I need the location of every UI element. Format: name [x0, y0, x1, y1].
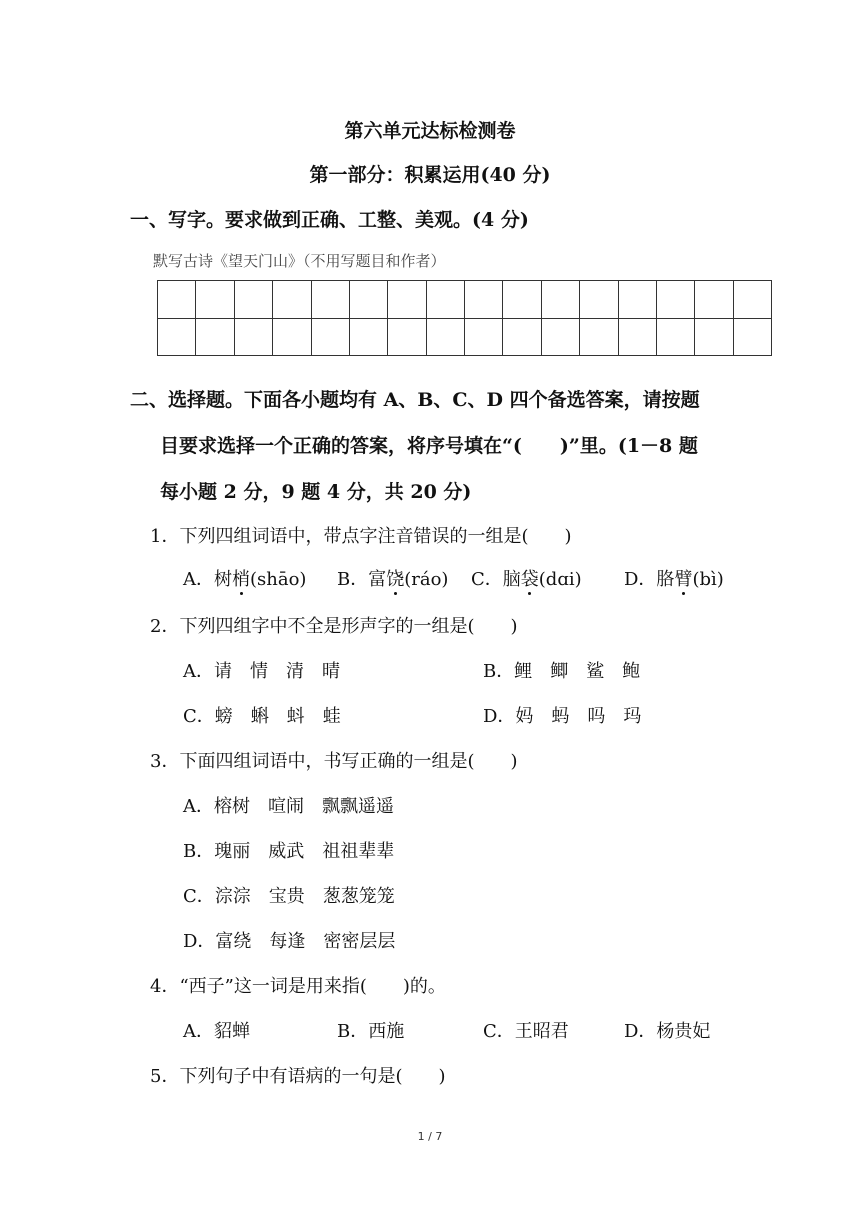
grid-cell[interactable] — [734, 319, 772, 357]
grid-cell[interactable] — [580, 281, 618, 319]
grid-cell[interactable] — [427, 319, 465, 357]
q1-option-a[interactable] — [183, 565, 306, 591]
grid-cell[interactable] — [427, 281, 465, 319]
question-4-stem: 4．“西子”这一词是用来指( )的。 — [150, 976, 446, 997]
q1-option-b[interactable] — [337, 565, 448, 591]
q1-b-dotted-char: 饶 — [386, 569, 405, 590]
q2-option-c[interactable]: C．螃 蝌 蚪 蛙 — [183, 706, 341, 727]
grid-cell[interactable] — [350, 319, 388, 357]
part-one-heading: 第一部分：积累运用(40 分) — [309, 164, 551, 186]
grid-cell[interactable] — [196, 281, 234, 319]
q1-d-prefix: D．胳 — [624, 569, 675, 590]
grid-cell[interactable] — [695, 281, 733, 319]
grid-cell[interactable] — [542, 319, 580, 357]
grid-cell[interactable] — [158, 281, 196, 319]
exam-title: 第六单元达标检测卷 — [344, 120, 516, 142]
grid-cell[interactable] — [196, 319, 234, 357]
grid-cell[interactable] — [657, 281, 695, 319]
grid-cell[interactable] — [657, 319, 695, 357]
grid-cell[interactable] — [350, 281, 388, 319]
grid-cell[interactable] — [312, 281, 350, 319]
section-two-line-1: 二、选择题。下面各小题均有 A、B、C、D 四个备选答案，请按题 — [130, 389, 700, 411]
grid-cell[interactable] — [503, 319, 541, 357]
grid-cell[interactable] — [465, 281, 503, 319]
q2-option-d[interactable]: D．妈 蚂 吗 玛 — [483, 706, 642, 727]
section-two-line-3: 每小题 2 分，9 题 4 分，共 20 分) — [160, 481, 472, 503]
question-5-stem: 5．下列句子中有语病的一句是( ) — [150, 1066, 446, 1087]
q3-option-c[interactable]: C．淙淙 宝贵 葱葱笼笼 — [183, 886, 395, 907]
grid-cell[interactable] — [158, 319, 196, 357]
question-1-stem: 1．下列四组词语中，带点字注音错误的一组是( ) — [150, 526, 572, 547]
grid-cell[interactable] — [388, 281, 426, 319]
q1-b-prefix: B．富 — [337, 569, 387, 590]
q4-option-b[interactable]: B．西施 — [337, 1021, 405, 1042]
grid-cell[interactable] — [273, 319, 311, 357]
grid-cell[interactable] — [503, 281, 541, 319]
grid-cell[interactable] — [273, 281, 311, 319]
q1-a-prefix: A．树 — [183, 569, 232, 590]
q1-a-pinyin: (shāo) — [250, 569, 307, 590]
q4-option-a[interactable]: A．貂蝉 — [183, 1021, 250, 1042]
q1-option-c[interactable] — [471, 565, 582, 591]
grid-cell[interactable] — [619, 281, 657, 319]
grid-cell[interactable] — [619, 319, 657, 357]
q1-a-dotted-char: 梢 — [232, 569, 250, 590]
writing-grid[interactable] — [157, 280, 772, 356]
section-one-heading: 一、写字。要求做到正确、工整、美观。(4 分) — [130, 209, 529, 231]
q4-option-d[interactable]: D．杨贵妃 — [624, 1021, 711, 1042]
grid-cell[interactable] — [235, 319, 273, 357]
q2-option-b[interactable]: B．鲤 鲫 鲨 鲍 — [483, 661, 641, 682]
q1-c-dotted-char: 袋 — [520, 569, 539, 590]
section-one-instruction: 默写古诗《望天门山》（不用写题目和作者） — [153, 252, 446, 270]
question-2-stem: 2．下列四组字中不全是形声字的一组是( ) — [150, 616, 518, 637]
q1-c-pinyin: (dɑi) — [538, 569, 582, 590]
grid-cell[interactable] — [465, 319, 503, 357]
grid-cell[interactable] — [388, 319, 426, 357]
question-3-stem: 3．下面四组词语中，书写正确的一组是( ) — [150, 751, 518, 772]
q4-option-c[interactable]: C．王昭君 — [483, 1021, 569, 1042]
q1-b-pinyin: (ráo) — [404, 569, 449, 590]
q1-d-dotted-char: 臂 — [674, 569, 693, 590]
grid-cell[interactable] — [580, 319, 618, 357]
grid-cell[interactable] — [734, 281, 772, 319]
q1-option-d[interactable] — [624, 565, 724, 591]
q1-c-prefix: C．脑 — [471, 569, 521, 590]
page-number: 1 / 7 — [417, 1130, 443, 1143]
section-two-line-2: 目要求选择一个正确的答案，将序号填在“( )”里。(1－8 题 — [160, 435, 698, 457]
q3-option-d[interactable]: D．富绕 每逢 密密层层 — [183, 931, 396, 952]
grid-cell[interactable] — [542, 281, 580, 319]
q1-d-pinyin: (bì) — [692, 569, 724, 590]
q3-option-a[interactable]: A．榕树 喧闹 飘飘遥遥 — [183, 796, 394, 817]
grid-cell[interactable] — [312, 319, 350, 357]
grid-cell[interactable] — [695, 319, 733, 357]
q2-option-a[interactable]: A．请 情 清 晴 — [183, 661, 340, 682]
grid-cell[interactable] — [235, 281, 273, 319]
q3-option-b[interactable]: B．瑰丽 威武 祖祖辈辈 — [183, 841, 395, 862]
